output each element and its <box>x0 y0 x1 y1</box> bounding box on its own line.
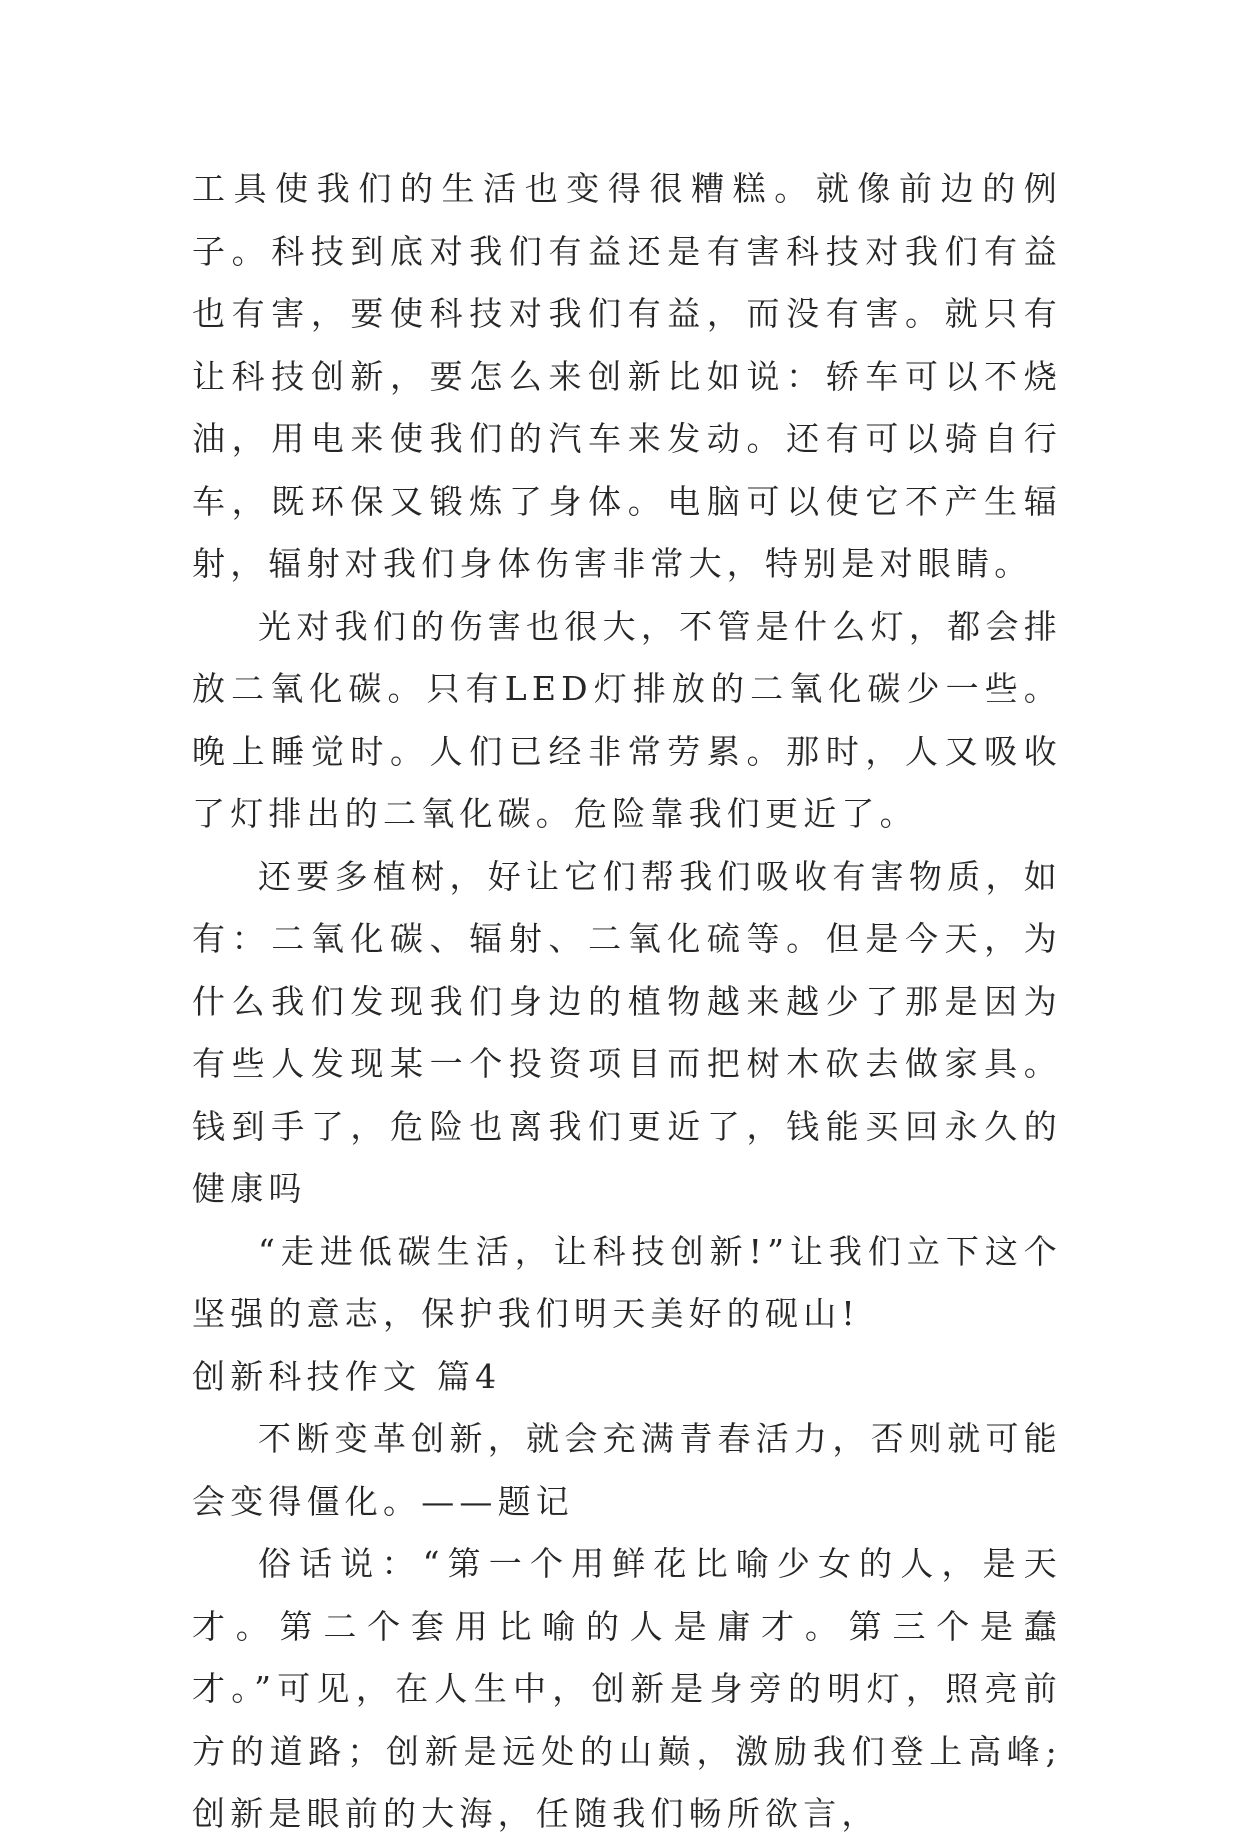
body-paragraph: 俗话说：“第一个用鲜花比喻少女的人，是天才。第二个套用比喻的人是庸才。第三个是蠢才。”可见，在人生中，创新是身旁的明灯，照亮前方的道路；创新是远处的山巅，激励我们登上高峰;创新是眼前的大海，任随我们畅所欲言， <box>192 1544 1062 1833</box>
body-paragraph: 工具使我们的生活也变得很糟糕。就像前边的例子。科技到底对我们有益还是有害科技对我们有益也有害，要使科技对我们有益，而没有害。就只有让科技创新，要怎么来创新比如说：轿车可以不烧油，用电来使我们的汽车来发动。还有可以骑自行车，既环保又锻炼了身体。电脑可以使它不产生辐射，辐射对我们身体伤害非常大，特别是对眼睛。 <box>192 169 1062 583</box>
body-paragraph: 光对我们的伤害也很大，不管是什么灯，都会排放二氧化碳。只有LED灯排放的二氧化碳少一些。晚上睡觉时。人们已经非常劳累。那时，人又吸收了灯排出的二氧化碳。危险靠我们更近了。 <box>192 606 1062 833</box>
section-heading: 创新科技作文 篇4 <box>192 1356 502 1396</box>
body-paragraph: 不断变革创新，就会充满青春活力，否则就可能会变得僵化。——题记 <box>192 1419 1062 1521</box>
document-page <box>192 158 1062 1846</box>
body-paragraph: “走进低碳生活，让科技创新!”让我们立下这个坚强的意志，保护我们明天美好的砚山! <box>192 1231 1062 1333</box>
body-paragraph: 还要多植树，好让它们帮我们吸收有害物质，如有：二氧化碳、辐射、二氧化硫等。但是今天，为什么我们发现我们身边的植物越来越少了那是因为有些人发现某一个投资项目而把树木砍去做家具。钱到手了，危险也离我们更近了，钱能买回永久的健康吗 <box>192 856 1062 1208</box>
